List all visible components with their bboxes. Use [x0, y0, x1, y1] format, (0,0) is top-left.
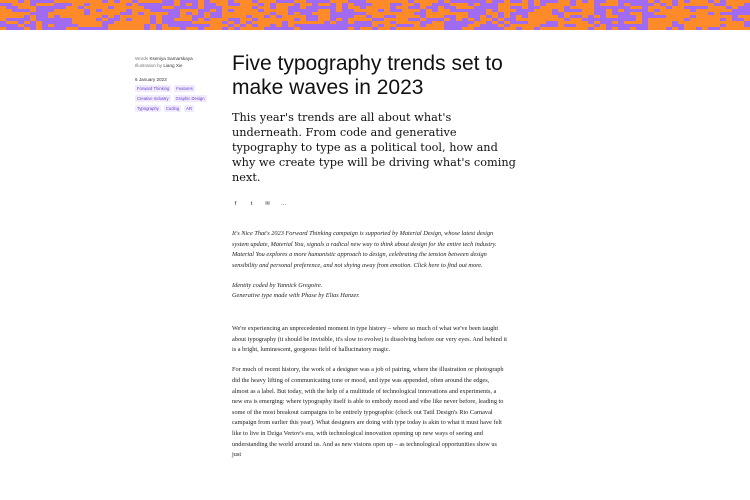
article-standfirst: This year's trends are all about what's underneath. From code and generative typography to type as a political tool, how and why we create type will be driving what's coming next. — [232, 111, 516, 184]
words-credit — [135, 55, 225, 62]
article-meta — [135, 55, 225, 112]
identity-credits — [232, 281, 507, 302]
tag-creative-industry[interactable]: Creative Industry — [137, 96, 169, 101]
tag-typography[interactable]: Typography — [137, 106, 159, 111]
facebook-icon[interactable]: f — [234, 201, 237, 207]
tag-features[interactable]: Features — [176, 86, 193, 91]
words-author-link[interactable]: Kseniya Samarskaya — [149, 56, 193, 61]
share-bar — [232, 201, 287, 207]
tag-list — [135, 85, 221, 112]
tag-ar[interactable]: AR — [186, 106, 192, 111]
article-title: Five typography trends set to make waves in 2023 — [232, 52, 503, 99]
twitter-icon[interactable]: t — [250, 201, 253, 207]
identity-credit-line: Identity coded by Yannick Gregoire. — [232, 281, 323, 289]
more-options-icon[interactable]: … — [280, 201, 287, 207]
words-label: Words — [135, 56, 149, 61]
article-body — [232, 229, 507, 470]
sponsor-intro: It's Nice That's 2023 Forward Thinking campaign is supported by Material Design, whose latest design system update, Material You, signals a radical new way to think about design for the entire tech industry. Material You explores a more humanistic approach to design, celebrating the tension between design sensibility and personal preference, and not shying away from emotion. Click here to find out more. — [232, 230, 497, 269]
body-paragraph-1: We're experiencing an unprecedented moment in type history – where so much of what we've been taught about typography (it should be invisible, it's slow to evolve) is dissolving before our very eyes. And behind it is a bright, luminescent, gorgeous field of hallucinatory magic. — [232, 325, 508, 354]
generative-credit-line: Generative type made with Phase by Elias Hanzer. — [232, 292, 360, 300]
illustration-label: Illustration by — [135, 63, 163, 68]
header-banner — [0, 0, 750, 30]
illustration-credit — [135, 62, 225, 69]
publish-date: 6 January 2023 — [135, 77, 167, 82]
banner-pattern-graphic — [0, 0, 750, 30]
tag-graphic-design[interactable]: Graphic Design — [175, 96, 205, 101]
body-paragraph-2: For much of recent history, the work of a designer was a job of pairing, where the illustration or photograph did the heavy lifting of communicating tone or mood, and type was appended, often around the edges, almost as a label. But today, with the help of a multitude of technological innovations and experiments, a new era is emerging: where typography itself is able to embody mood and vibe like never before, leading to some of the most breakout campaigns to be entirely typographic (check out Tatil Design's Rio Carnaval campaign from earlier this year). What designers are doing with type today is akin to what it must have felt like to live in Dziga Vertov's era, with technological innovation opening up new ways of seeing and understanding the world around us. And as new visions open up – as technological opportunities show us just — [232, 366, 504, 459]
tag-forward-thinking[interactable]: Forward Thinking — [137, 86, 170, 91]
email-icon[interactable]: ✉ — [265, 201, 270, 207]
tag-coding[interactable]: Coding — [165, 106, 180, 111]
illustration-author-link[interactable]: Liang Xie — [163, 63, 183, 68]
